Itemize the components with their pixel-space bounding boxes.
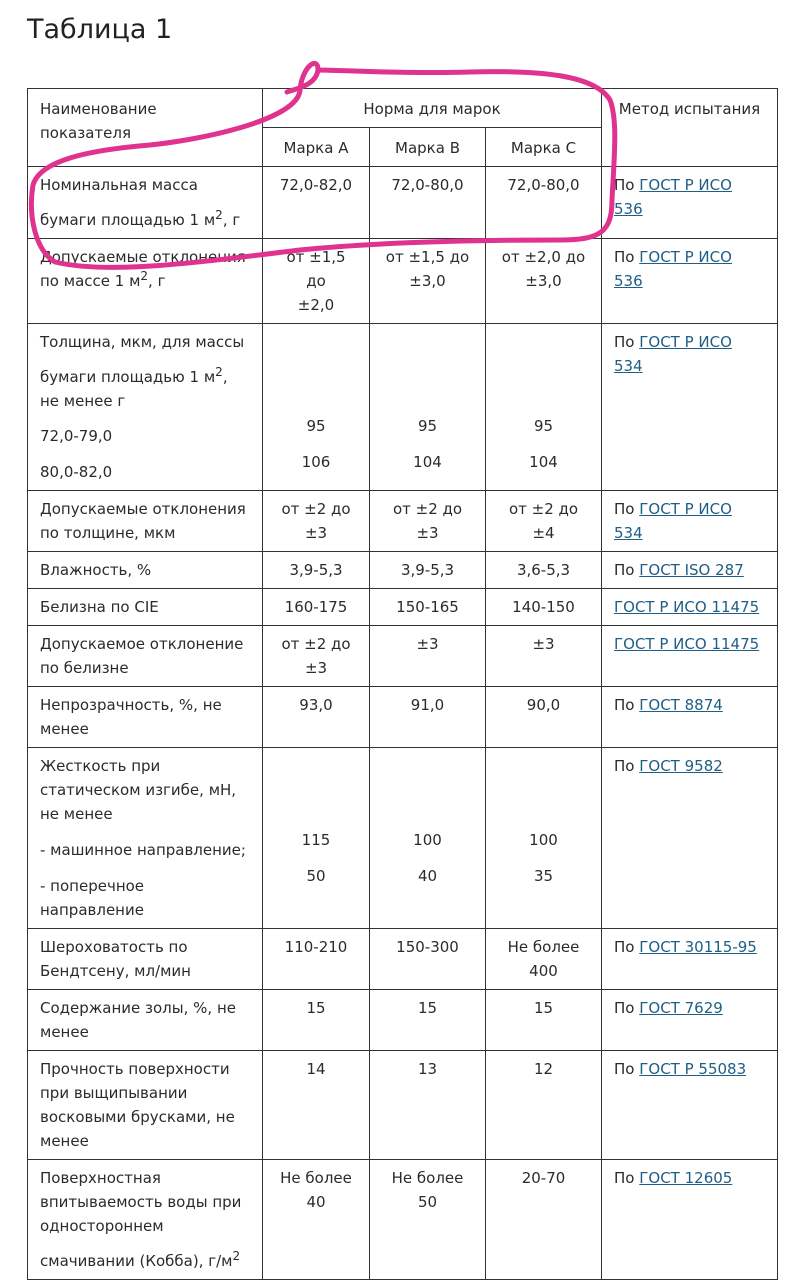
test-method: По ГОСТ Р ИСО 536 xyxy=(602,167,778,239)
test-method: По ГОСТ Р ИСО 534 xyxy=(602,324,778,491)
value-mark-a: от ±1,5 до ±2,0 xyxy=(263,239,370,324)
value-mark-a: 115 50 xyxy=(263,748,370,929)
value-mark-a: 95 106 xyxy=(263,324,370,491)
value-mark-a: 110-210 xyxy=(263,929,370,990)
table-row xyxy=(28,626,778,687)
value-mark-c: 12 xyxy=(486,1051,602,1160)
table-row xyxy=(28,990,778,1051)
row-name-line: Допускаемые отклонения xyxy=(40,248,246,266)
row-name-line: не менее г xyxy=(40,392,126,410)
row-name-line: Жесткость при статическом изгибе, мН, не менее xyxy=(40,757,237,823)
test-method: По ГОСТ 30115-95 xyxy=(602,929,778,990)
header-method: Метод испытания xyxy=(602,89,778,167)
row-name xyxy=(28,1160,263,1280)
gost-link[interactable]: ГОСТ Р ИСО 11475 xyxy=(614,598,760,616)
test-method xyxy=(602,626,778,687)
value-mark-a: 160-175 xyxy=(263,589,370,626)
value-mark-a: 14 xyxy=(263,1051,370,1160)
value-mark-c: 20-70 xyxy=(486,1160,602,1280)
row-name-line: по массе 1 $м^2$, г xyxy=(40,269,166,290)
gost-link[interactable]: ГОСТ Р ИСО 534 xyxy=(614,500,732,542)
test-method: По ГОСТ Р ИСО 534 xyxy=(602,491,778,552)
table-row xyxy=(28,239,778,324)
value-mark-a: Не более 40 xyxy=(263,1160,370,1280)
value-mark-a: от ±2 до ±3 xyxy=(263,491,370,552)
test-method: По ГОСТ 7629 xyxy=(602,990,778,1051)
row-name: Прочность поверхности при выщипывании восковыми брусками, не менее xyxy=(28,1051,263,1160)
value-mark-b: Не более 50 xyxy=(370,1160,486,1280)
gost-link[interactable]: ГОСТ Р ИСО 536 xyxy=(614,176,732,218)
value-mark-c: 95 104 xyxy=(486,324,602,491)
value-mark-b: 72,0-80,0 xyxy=(370,167,486,239)
test-method: По ГОСТ 12605 xyxy=(602,1160,778,1280)
value-mark-c: 3,6-5,3 xyxy=(486,552,602,589)
value-mark-a: 72,0-82,0 xyxy=(263,167,370,239)
value-mark-a: 15 xyxy=(263,990,370,1051)
test-method: По ГОСТ Р 55083 xyxy=(602,1051,778,1160)
row-name: Белизна по CIE xyxy=(28,589,263,626)
row-name: Шероховатость по Бендтсену, мл/мин xyxy=(28,929,263,990)
gost-link[interactable]: ГОСТ Р ИСО 11475 xyxy=(614,635,760,653)
test-method: По ГОСТ 9582 xyxy=(602,748,778,929)
value-mark-b: 100 40 xyxy=(370,748,486,929)
table-row xyxy=(28,1160,778,1280)
value-mark-b: 13 xyxy=(370,1051,486,1160)
row-name xyxy=(28,239,263,324)
table-row xyxy=(28,552,778,589)
value-mark-c: 90,0 xyxy=(486,687,602,748)
value-mark-c: от ±2 до ±4 xyxy=(486,491,602,552)
value-mark-b: 15 xyxy=(370,990,486,1051)
value-mark-c: Не более 400 xyxy=(486,929,602,990)
row-name-line: бумаги площадью 1 $м^2$, г xyxy=(40,208,241,229)
value-mark-c: от ±2,0 до ±3,0 xyxy=(486,239,602,324)
value-mark-c: 140-150 xyxy=(486,589,602,626)
row-name xyxy=(28,748,263,929)
value-mark-c: 100 35 xyxy=(486,748,602,929)
value-mark-c: 72,0-80,0 xyxy=(486,167,602,239)
value-mark-b: 150-300 xyxy=(370,929,486,990)
value-mark-a: 93,0 xyxy=(263,687,370,748)
header-mark-a: Марка А xyxy=(263,128,370,167)
row-name-line: смачивании (Кобба), $г/м^2$ xyxy=(40,1249,241,1270)
test-method: По ГОСТ 8874 xyxy=(602,687,778,748)
gost-link[interactable]: ГОСТ 7629 xyxy=(639,999,723,1017)
gost-link[interactable]: ГОСТ 9582 xyxy=(639,757,723,775)
spec-table xyxy=(27,88,778,1280)
row-name: Допускаемые отклонения по толщине, мкм xyxy=(28,491,263,552)
row-name: Допускаемое отклонение по белизне xyxy=(28,626,263,687)
gost-link[interactable]: ГОСТ Р 55083 xyxy=(639,1060,747,1078)
row-name-line: Поверхностная впитываемость воды при одностороннем xyxy=(40,1169,242,1235)
gost-link[interactable]: ГОСТ Р ИСО 536 xyxy=(614,248,732,290)
row-name-line: Толщина, мкм, для массы xyxy=(40,333,245,351)
table-row xyxy=(28,748,778,929)
row-subitem: - машинное направление; xyxy=(40,841,246,859)
table-row xyxy=(28,167,778,239)
row-name xyxy=(28,324,263,491)
table-row xyxy=(28,491,778,552)
row-name: Непрозрачность, %, не менее xyxy=(28,687,263,748)
page-title: Таблица 1 xyxy=(27,14,173,45)
row-subitem: 72,0-79,0 xyxy=(40,427,113,445)
header-mark-b: Марка В xyxy=(370,128,486,167)
value-mark-c: 15 xyxy=(486,990,602,1051)
table-row xyxy=(28,324,778,491)
value-mark-a: 3,9-5,3 xyxy=(263,552,370,589)
value-mark-b: 3,9-5,3 xyxy=(370,552,486,589)
table-row xyxy=(28,929,778,990)
row-name: Влажность, % xyxy=(28,552,263,589)
test-method: По ГОСТ ISO 287 xyxy=(602,552,778,589)
table-row xyxy=(28,589,778,626)
header-row xyxy=(28,89,778,128)
header-indicator-name: Наименование показателя xyxy=(28,89,263,167)
value-mark-b: от ±1,5 до ±3,0 xyxy=(370,239,486,324)
gost-link[interactable]: ГОСТ 30115-95 xyxy=(639,938,757,956)
gost-link[interactable]: ГОСТ 8874 xyxy=(639,696,723,714)
table-row xyxy=(28,1051,778,1160)
row-name xyxy=(28,167,263,239)
gost-link[interactable]: ГОСТ ISO 287 xyxy=(639,561,744,579)
value-mark-b: 95 104 xyxy=(370,324,486,491)
row-name-line: Номинальная масса xyxy=(40,176,198,194)
row-name-line: бумаги площадью 1 $м^2$, xyxy=(40,365,228,386)
value-mark-b: 91,0 xyxy=(370,687,486,748)
row-subitem: - поперечное направление xyxy=(40,877,145,919)
value-mark-c: ±3 xyxy=(486,626,602,687)
row-name: Содержание золы, %, не менее xyxy=(28,990,263,1051)
value-mark-a: от ±2 до ±3 xyxy=(263,626,370,687)
gost-link[interactable]: ГОСТ Р ИСО 534 xyxy=(614,333,732,375)
table-row xyxy=(28,687,778,748)
row-subitem: 80,0-82,0 xyxy=(40,463,113,481)
value-mark-b: от ±2 до ±3 xyxy=(370,491,486,552)
test-method xyxy=(602,589,778,626)
header-mark-c: Марка С xyxy=(486,128,602,167)
value-mark-b: ±3 xyxy=(370,626,486,687)
header-norm: Норма для марок xyxy=(263,89,602,128)
value-mark-b: 150-165 xyxy=(370,589,486,626)
gost-link[interactable]: ГОСТ 12605 xyxy=(639,1169,733,1187)
test-method: По ГОСТ Р ИСО 536 xyxy=(602,239,778,324)
